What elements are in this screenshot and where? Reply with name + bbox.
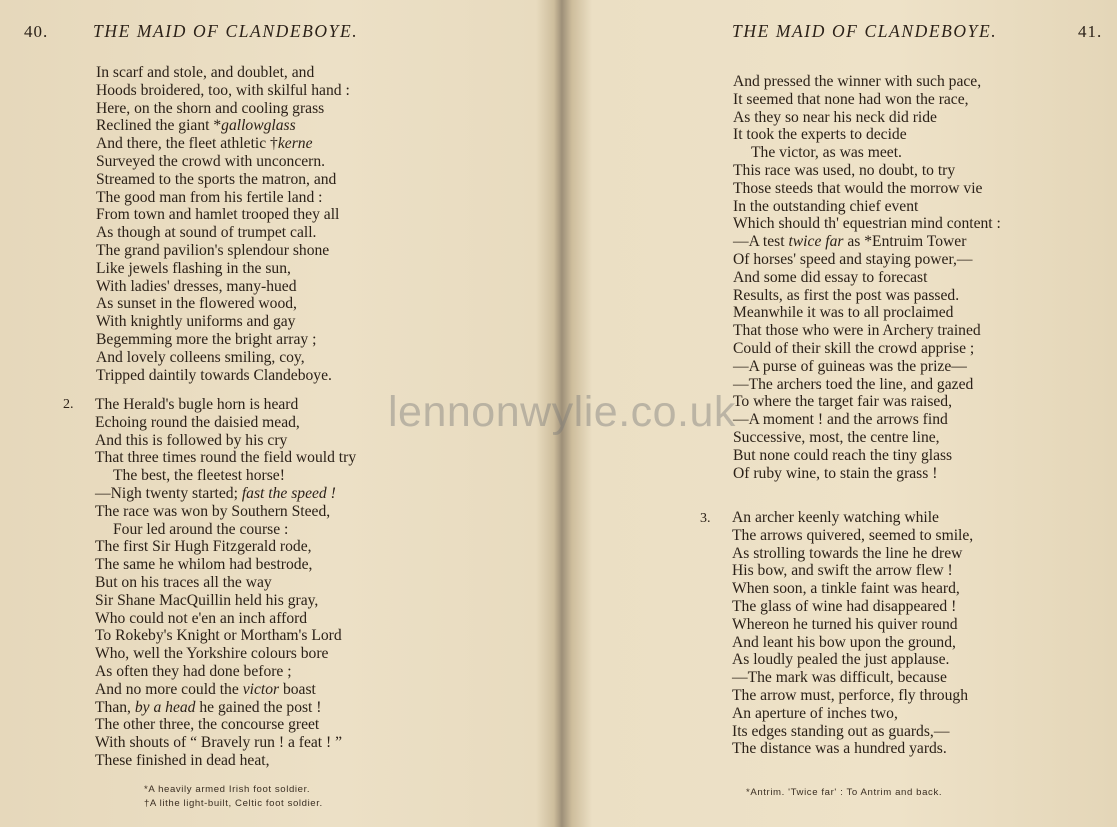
verse-line: Tripped daintily towards Clandeboye.	[96, 366, 332, 384]
verse-line: Than, by a head he gained the post !	[95, 698, 322, 716]
verse-line: Whereon he turned his quiver round	[732, 615, 958, 633]
verse-line: Meanwhile it was to all proclaimed	[733, 304, 954, 322]
verse-line: These finished in dead heat,	[95, 751, 270, 769]
verse-line: Four led around the course :	[113, 520, 289, 538]
verse-line: The race was won by Southern Steed,	[95, 502, 331, 520]
verse-line: Who could not e'en an inch afford	[95, 609, 308, 627]
verse-line: An archer keenly watching while	[732, 509, 939, 526]
verse-line: This race was used, no doubt, to try	[733, 161, 956, 179]
footnote: *A heavily armed Irish foot soldier.	[144, 784, 311, 795]
verse-line: Surveyed the crowd with unconcern.	[96, 152, 326, 170]
verse-line: As they so near his neck did ride	[733, 108, 937, 126]
verse-line: As strolling towards the line he drew	[732, 544, 963, 562]
verse-line: Which should th' equestrian mind content :	[733, 215, 1001, 233]
verse-line: Of horses' speed and staying power,—	[733, 250, 973, 268]
verse-line: Who, well the Yorkshire colours bore	[95, 645, 329, 663]
verse-line: The glass of wine had disappeared !	[732, 597, 957, 615]
verse-line: Sir Shane MacQuillin held his gray,	[95, 591, 319, 609]
verse-line: As sunset in the flowered wood,	[96, 295, 297, 313]
verse-line: Here, on the shorn and cooling grass	[96, 99, 325, 117]
verse-line: In scarf and stole, and doublet, and	[96, 64, 315, 81]
verse-line: And leant his bow upon the ground,	[732, 633, 956, 651]
verse-line: As often they had done before ;	[95, 662, 292, 680]
verse-line: Reclined the giant *gallowglass	[96, 117, 296, 135]
verse-line: Begemming more the bright array ;	[96, 330, 317, 348]
verse-line: The best, the fleetest horse!	[113, 467, 285, 485]
verse-line: Could of their skill the crowd apprise ;	[733, 339, 975, 357]
stanza	[95, 396, 356, 770]
running-head: THE MAID OF CLANDEBOYE.	[93, 21, 359, 41]
verse-line: The grand pavilion's splendour shone	[96, 241, 330, 259]
verse-line: Results, as first the post was passed.	[733, 286, 960, 304]
verse-line: The distance was a hundred yards.	[732, 740, 947, 758]
verse-line: Streamed to the sports the matron, and	[96, 170, 337, 188]
verse-line: An aperture of inches two,	[732, 704, 898, 722]
footnote: *Antrim. 'Twice far' : To Antrim and back.	[746, 787, 943, 798]
verse-line: —A purse of guineas was the prize—	[733, 357, 967, 375]
verse-line: —Nigh twenty started; fast the speed !	[95, 484, 336, 502]
verse-line: Like jewels flashing in the sun,	[96, 259, 291, 277]
watermark: lennonwylie.co.uk	[388, 388, 736, 436]
verse-line: The good man from his fertile land :	[96, 188, 323, 206]
stanza-number: 3.	[700, 511, 711, 526]
verse-line: The first Sir Hugh Fitzgerald rode,	[95, 538, 312, 556]
verse-line: When soon, a tinkle faint was heard,	[732, 580, 960, 598]
verse-line: To where the target fair was raised,	[733, 393, 953, 411]
verse-line: But none could reach the tiny glass	[733, 446, 953, 464]
verse-line: The Herald's bugle horn is heard	[95, 396, 299, 413]
stanza	[732, 509, 973, 758]
verse-line: —The archers toed the line, and gazed	[733, 375, 974, 393]
verse-line: The other three, the concourse greet	[95, 716, 320, 734]
verse-line: Hoods broidered, too, with skilful hand :	[96, 81, 350, 99]
verse-line: And lovely colleens smiling, coy,	[96, 348, 305, 366]
verse-line: The same he whilom had bestrode,	[95, 556, 313, 574]
verse-line: From town and hamlet trooped they all	[96, 206, 340, 224]
verse-line: With knightly uniforms and gay	[96, 313, 296, 331]
verse-line: —A test twice far as *Entruim Tower	[733, 233, 967, 251]
verse-line: The victor, as was meet.	[751, 144, 902, 162]
verse-line: Those steeds that would the morrow vie	[733, 179, 983, 197]
verse-line: And no more could the victor boast	[95, 680, 316, 698]
verse-line: That three times round the field would try	[95, 449, 357, 467]
verse-line: It seemed that none had won the race,	[733, 90, 969, 108]
verse-line: The arrow must, perforce, fly through	[732, 686, 968, 704]
running-head: THE MAID OF CLANDEBOYE.	[732, 21, 998, 41]
verse-line: With ladies' dresses, many-hued	[96, 277, 297, 295]
verse-line: To Rokeby's Knight or Mortham's Lord	[95, 627, 342, 645]
stanza-number: 2.	[63, 397, 74, 412]
verse-line: But on his traces all the way	[95, 573, 272, 591]
verse-line: It took the experts to decide	[733, 126, 907, 144]
footnote: †A lithe light-built, Celtic foot soldier.	[144, 798, 323, 809]
verse-line: Echoing round the daisied mead,	[95, 413, 300, 431]
verse-line: In the outstanding chief event	[733, 197, 919, 215]
verse-line: Of ruby wine, to stain the grass !	[733, 464, 938, 482]
verse-line: As though at sound of trumpet call.	[96, 224, 317, 242]
stanza	[96, 64, 350, 384]
verse-line: His bow, and swift the arrow flew !	[732, 562, 953, 580]
verse-line: Successive, most, the centre line,	[733, 428, 940, 446]
verse-line: —The mark was difficult, because	[732, 669, 947, 687]
verse-line: —A moment ! and the arrows find	[733, 411, 948, 429]
verse-line: As loudly pealed the just applause.	[732, 651, 950, 669]
verse-line: The arrows quivered, seemed to smile,	[732, 526, 974, 544]
page-number: 40.	[24, 22, 49, 41]
verse-line: With shouts of “ Bravely run ! a feat ! ”	[95, 734, 343, 752]
verse-line: And pressed the winner with such pace,	[733, 73, 982, 90]
page-number: 41.	[1078, 22, 1103, 41]
stanza	[733, 73, 1001, 482]
verse-line: And this is followed by his cry	[95, 431, 288, 449]
verse-line: That those who were in Archery trained	[733, 322, 981, 340]
verse-line: And there, the fleet athletic †kerne	[96, 135, 313, 153]
verse-line: And some did essay to forecast	[733, 268, 928, 286]
verse-line: Its edges standing out as guards,—	[732, 722, 950, 740]
